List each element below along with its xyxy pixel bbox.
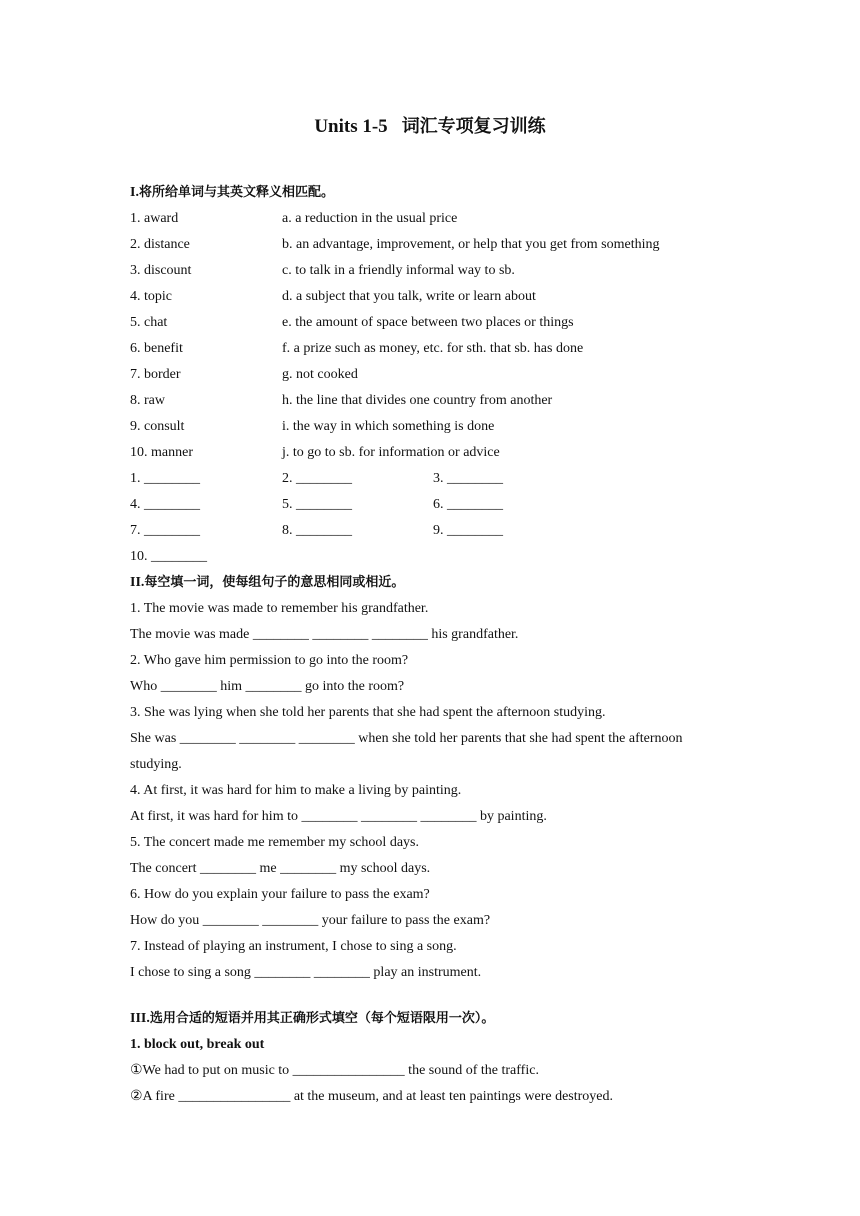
sentence-line: Who ________ him ________ go into the room? bbox=[130, 679, 405, 694]
matching-row bbox=[130, 232, 740, 258]
answer-row bbox=[130, 466, 740, 492]
definition: a. a reduction in the usual price bbox=[282, 211, 458, 226]
answer-blank: 4. ________ bbox=[130, 497, 200, 512]
sentence-line: 1. The movie was made to remember his grandfather. bbox=[130, 601, 429, 616]
sentence-line: 4. At first, it was hard for him to make a living by painting. bbox=[130, 783, 462, 798]
matching-row bbox=[130, 362, 740, 388]
answer-blank: 1. ________ bbox=[130, 471, 200, 486]
word: 4. topic bbox=[130, 289, 172, 304]
answer-row bbox=[130, 544, 740, 570]
definition: d. a subject that you talk, write or learn about bbox=[282, 289, 536, 304]
section-2-number: II. bbox=[130, 575, 145, 590]
matching-row bbox=[130, 284, 740, 310]
matching-row bbox=[130, 310, 740, 336]
answer-blank: 5. ________ bbox=[282, 497, 352, 512]
answer-blank: 10. ________ bbox=[130, 549, 207, 564]
phrase-group-heading: 1. block out, break out bbox=[130, 1037, 265, 1052]
definition: j. to go to sb. for information or advice bbox=[282, 445, 500, 460]
word: 9. consult bbox=[130, 419, 185, 434]
matching-row bbox=[130, 414, 740, 440]
sentence-line: 5. The concert made me remember my school days. bbox=[130, 835, 419, 850]
sentence-line: How do you ________ ________ your failure to pass the exam? bbox=[130, 913, 491, 928]
answer-blank: 2. ________ bbox=[282, 471, 352, 486]
word: 10. manner bbox=[130, 445, 193, 460]
answer-row bbox=[130, 492, 740, 518]
sentence-line: 2. Who gave him permission to go into the room? bbox=[130, 653, 409, 668]
sentence-line: ①We had to put on music to ________________ the sound of the traffic. bbox=[130, 1063, 539, 1078]
word: 5. chat bbox=[130, 315, 168, 330]
answer-blank: 8. ________ bbox=[282, 523, 352, 538]
sentence-line: 3. She was lying when she told her parents that she had spent the afternoon studying. bbox=[130, 705, 606, 720]
section-1-instruction: 将所给单词与其英文释义相匹配。 bbox=[138, 185, 334, 200]
word: 6. benefit bbox=[130, 341, 183, 356]
definition: g. not cooked bbox=[282, 367, 358, 382]
sentence-line: 6. How do you explain your failure to pass the exam? bbox=[130, 887, 430, 902]
word: 8. raw bbox=[130, 393, 165, 408]
title-main: Units 1-5 bbox=[314, 116, 388, 137]
section-2-heading bbox=[130, 570, 740, 596]
matching-row bbox=[130, 206, 740, 232]
section-3-number: III. bbox=[130, 1011, 150, 1026]
sentence-line: The movie was made ________ ________ ________ his grandfather. bbox=[130, 627, 519, 642]
definition: i. the way in which something is done bbox=[282, 419, 495, 434]
section-1-number: I. bbox=[130, 185, 139, 200]
section-spacer bbox=[130, 986, 740, 1006]
definition: e. the amount of space between two places or things bbox=[282, 315, 574, 330]
answer-blank: 9. ________ bbox=[433, 523, 503, 538]
title-chinese: 词汇专项复习训练 bbox=[401, 116, 546, 137]
sentence-line: She was ________ ________ ________ when she told her parents that she had spent the afternoon bbox=[130, 731, 683, 746]
sentence-line: studying. bbox=[130, 757, 182, 772]
definition: h. the line that divides one country from another bbox=[282, 393, 553, 408]
section-1-heading bbox=[130, 180, 740, 206]
word: 7. border bbox=[130, 367, 181, 382]
word: 3. discount bbox=[130, 263, 192, 278]
answer-blank: 6. ________ bbox=[433, 497, 503, 512]
sentence-line: 7. Instead of playing an instrument, I chose to sing a song. bbox=[130, 939, 457, 954]
section-3-heading bbox=[130, 1006, 740, 1032]
document-body bbox=[130, 180, 740, 1110]
page-title bbox=[0, 114, 860, 140]
answer-blanks bbox=[130, 466, 740, 570]
definition: f. a prize such as money, etc. for sth. that sb. has done bbox=[282, 341, 584, 356]
section-2-instruction: 每空填一词，使每组句子的意思相同或相近。 bbox=[144, 575, 405, 590]
definition: b. an advantage, improvement, or help that you get from something bbox=[282, 237, 660, 252]
matching-list bbox=[130, 206, 740, 466]
section-3-instruction: 选用合适的短语并用其正确形式填空（每个短语限用一次）。 bbox=[149, 1011, 495, 1026]
sentence-line: I chose to sing a song ________ ________ play an instrument. bbox=[130, 965, 482, 980]
rewrite-list bbox=[130, 596, 740, 986]
word: 1. award bbox=[130, 211, 179, 226]
matching-row bbox=[130, 336, 740, 362]
definition: c. to talk in a friendly informal way to sb. bbox=[282, 263, 515, 278]
sentence-line: At first, it was hard for him to ________ ________ ________ by painting. bbox=[130, 809, 547, 824]
sentence-line: The concert ________ me ________ my school days. bbox=[130, 861, 431, 876]
matching-row bbox=[130, 258, 740, 284]
answer-blank: 7. ________ bbox=[130, 523, 200, 538]
answer-blank: 3. ________ bbox=[433, 471, 503, 486]
word: 2. distance bbox=[130, 237, 190, 252]
matching-row bbox=[130, 388, 740, 414]
answer-row bbox=[130, 518, 740, 544]
matching-row bbox=[130, 440, 740, 466]
sentence-line: ②A fire ________________ at the museum, and at least ten paintings were destroyed. bbox=[130, 1089, 613, 1104]
